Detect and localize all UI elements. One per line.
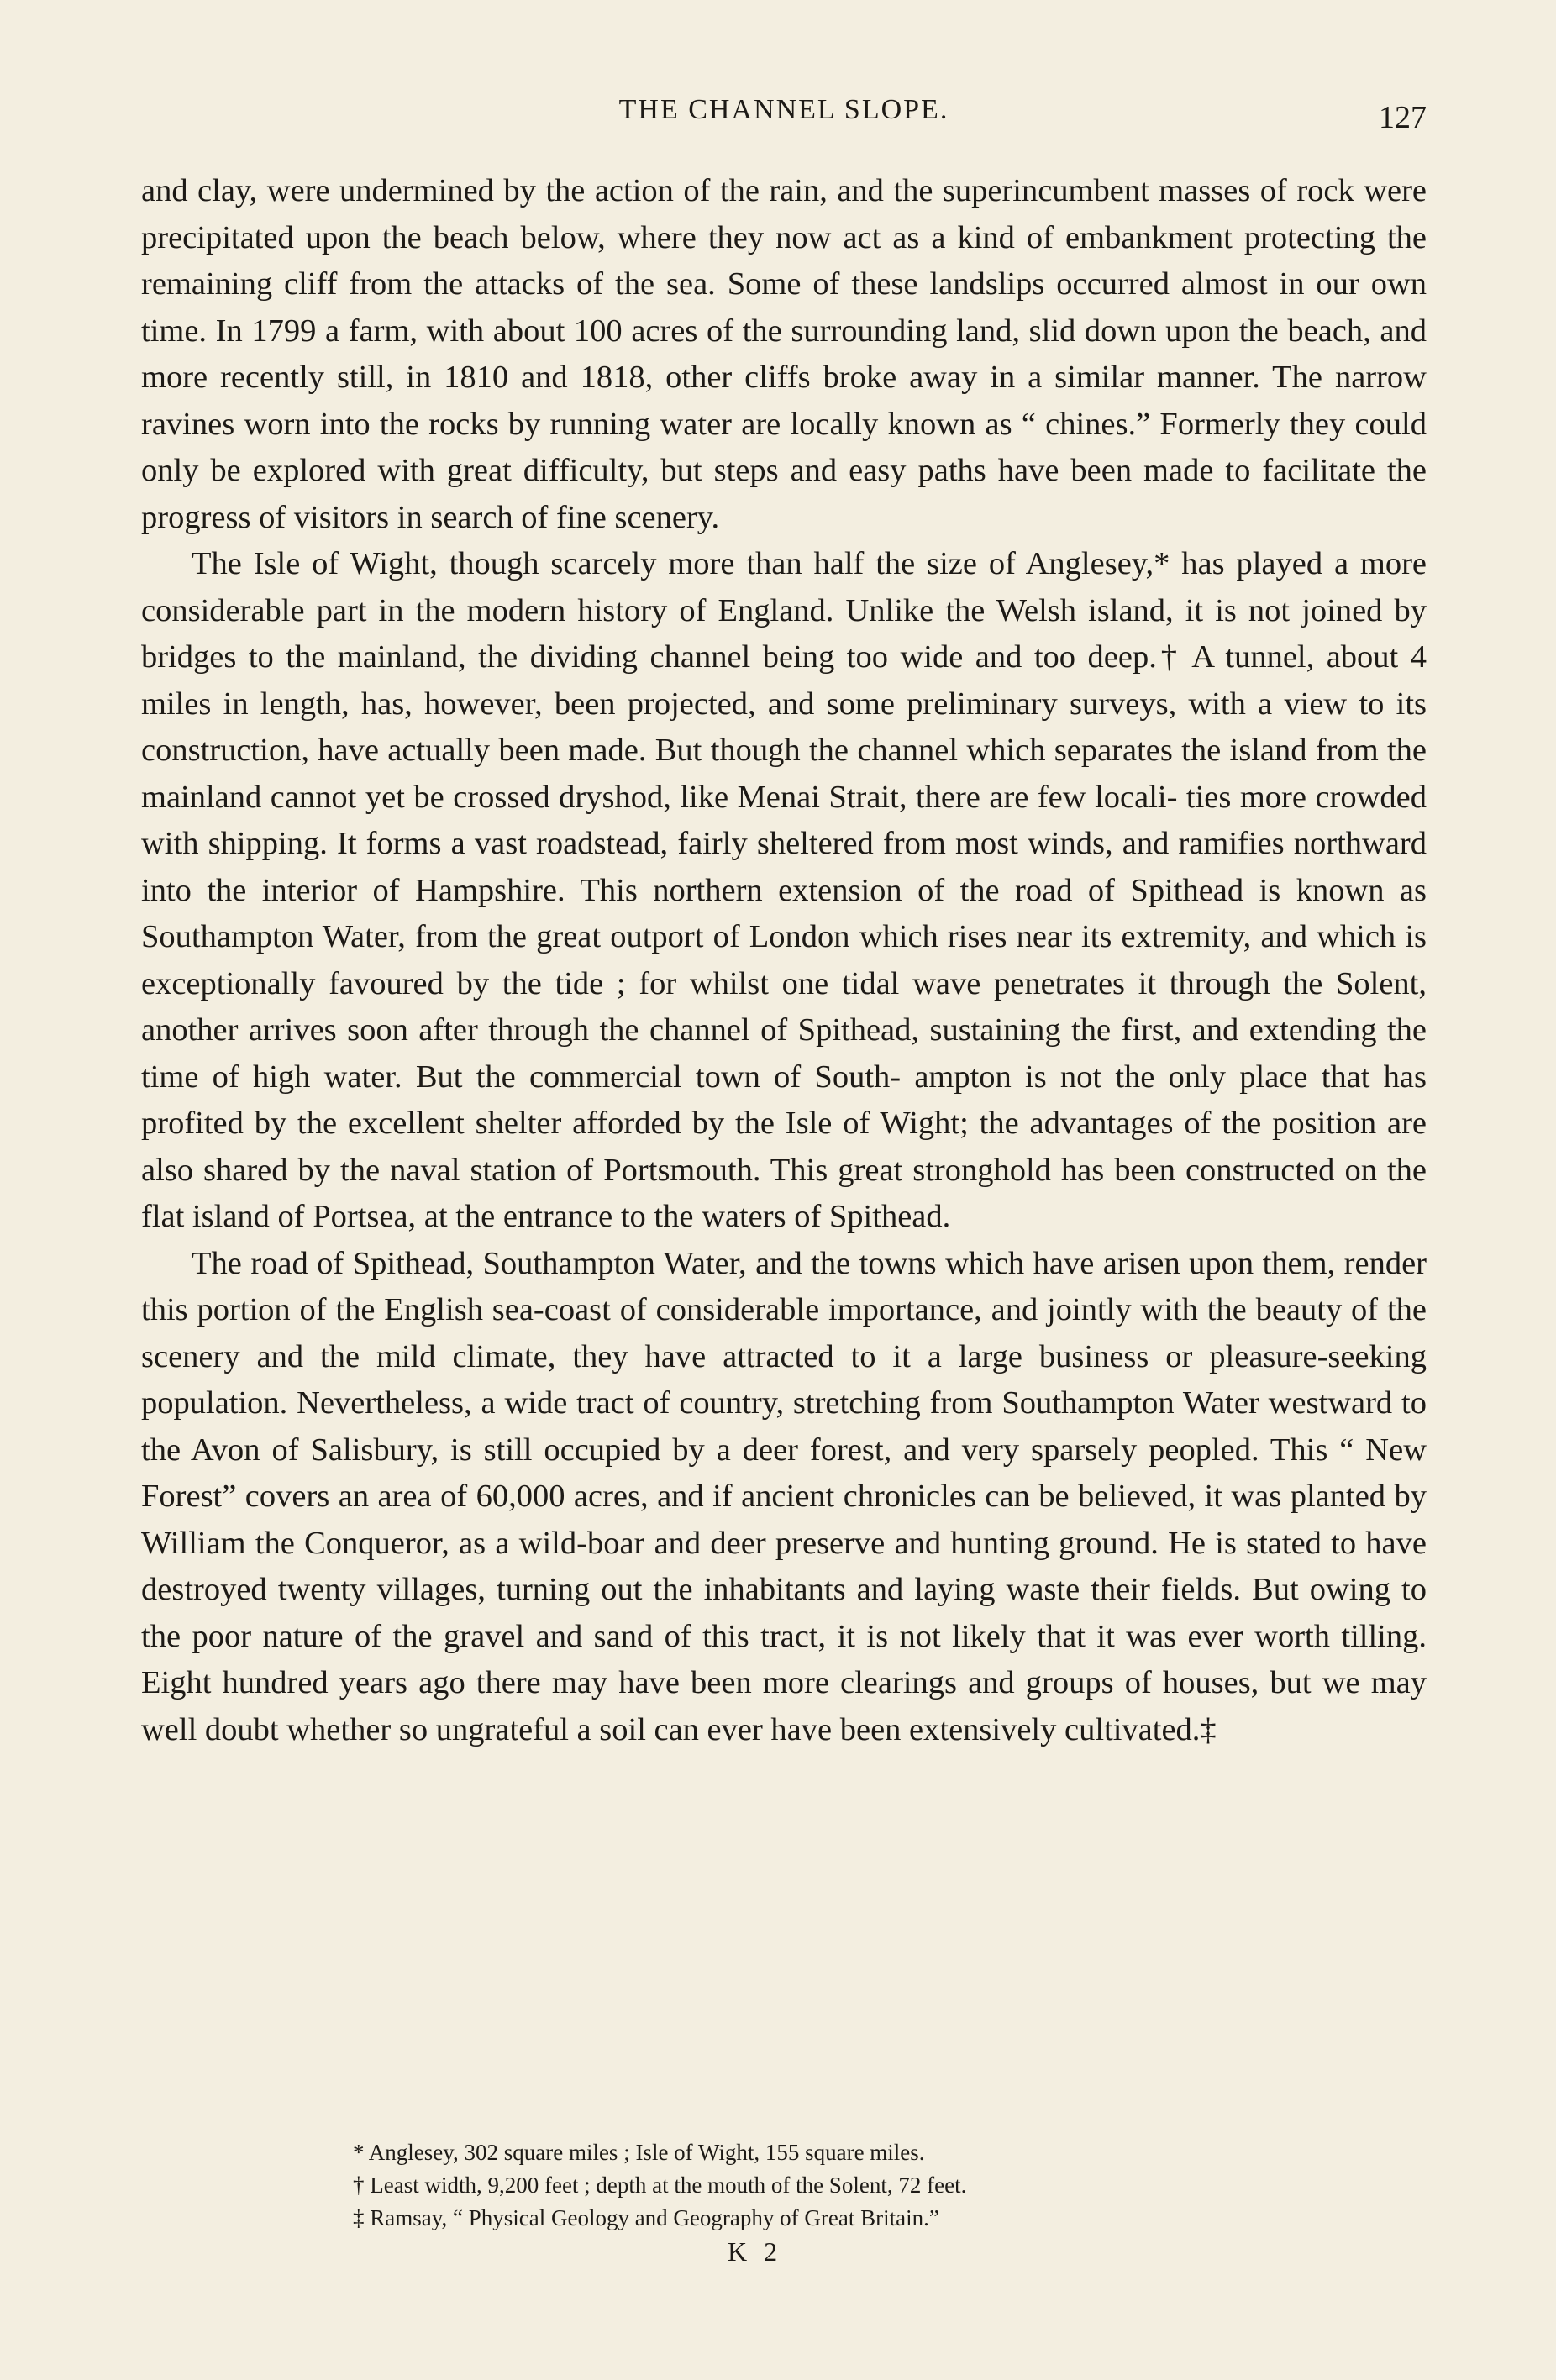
footnote-least-width: † Least width, 9,200 feet ; depth at the mouth of the Solent, 72 feet. xyxy=(353,2172,967,2198)
body-text xyxy=(141,168,1427,1753)
paragraph-landslips: and clay, were undermined by the action of the rain, and the superincumbent masses of rock were precipitated upon the beach below, where they now act as a kind of embankment protecting the remaining cliff from the attacks of the sea. Some of these landslips occurred almost in our own time. In 1799 a farm, with about 100 acres of the surrounding land, slid down upon the beach, and more recently still, in 1810 and 1818, other cliffs broke away in a similar manner. The narrow ravines worn into the rocks by running water are locally known as “ chines.” Formerly they could only be explored with great difficulty, but steps and easy paths have been made to facilitate the progress of visitors in search of fine scenery. xyxy=(141,173,1427,535)
signature-mark: K 2 xyxy=(728,2236,783,2267)
paragraph-isle-of-wight: The Isle of Wight, though scarcely more than half the size of Anglesey,* has played a more considerable part in the modern history of England. Unlike the Welsh island, it is not joined by bridges to the mainland, the dividing channel being too wide and too deep.† A tunnel, about 4 miles in length, has, however, been projected, and some preliminary surveys, with a view to its construction, have actually been made. But though the channel which separates the island from the mainland cannot yet be crossed dryshod, like Menai Strait, there are few locali- ties more crowded with shipping. It forms a vast roadstead, fairly sheltered from most winds, and ramifies northward into the interior of Hampshire. This northern extension of the road of Spithead is known as Southampton Water, from the great outport of London which rises near its extremity, and which is exceptionally favoured by the tide ; for whilst one tidal wave penetrates it through the Solent, another arrives soon after through the channel of Spithead, sustaining the first, and extending the time of high water. But the commercial town of South- ampton is not the only place that has profited by the excellent shelter afforded by the Isle of Wight; the advantages of the position are also shared by the naval station of Portsmouth. This great stronghold has been constructed on the flat island of Portsea, at the entrance to the waters of Spithead. xyxy=(141,546,1427,1234)
paragraph-new-forest: The road of Spithead, Southampton Water, and the towns which have arisen upon them, render this portion of the English sea-coast of considerable importance, and jointly with the beauty of the scenery and the mild climate, they have attracted to it a large business or pleasure-seeking population. Nevertheless, a wide tract of country, stretching from Southampton Water westward to the Avon of Salisbury, is still occupied by a deer forest, and very sparsely peopled. This “ New Forest” covers an area of 60,000 acres, and if ancient chronicles can be believed, it was planted by William the Conqueror, as a wild-boar and deer preserve and hunting ground. He is stated to have destroyed twenty villages, turning out the inhabitants and laying waste their fields. But owing to the poor nature of the gravel and sand of this tract, it is not likely that it was ever worth tilling. Eight hundred years ago there may have been more clearings and groups of houses, but we may well doubt whether so ungrateful a soil can ever have been extensively cultivated.‡ xyxy=(141,1245,1427,1747)
footnote-ramsay: ‡ Ramsay, “ Physical Geology and Geography of Great Britain.” xyxy=(353,2205,939,2230)
running-head xyxy=(141,94,1427,136)
footnote-anglesey: * Anglesey, 302 square miles ; Isle of Wight, 155 square miles. xyxy=(353,2140,925,2165)
running-title: THE CHANNEL SLOPE. xyxy=(618,94,949,125)
page-number: 127 xyxy=(1379,100,1427,135)
